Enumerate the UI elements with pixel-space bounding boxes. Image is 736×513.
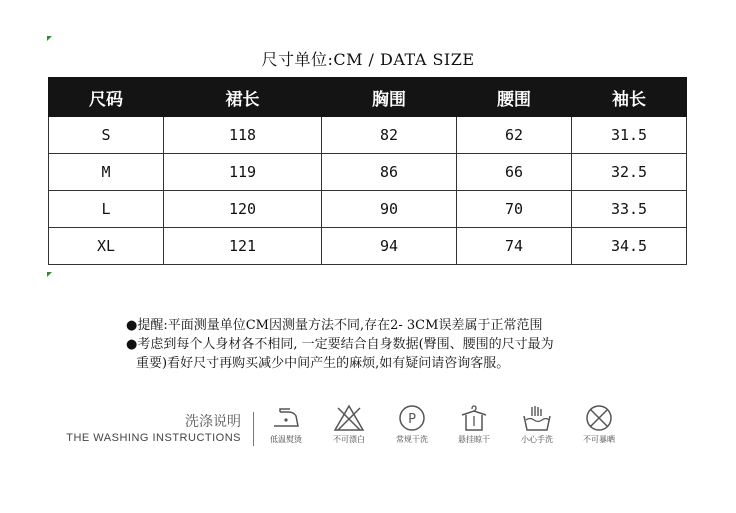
note-line: 重要)看好尺寸再购买减少中间产生的麻烦,如有疑问请咨询客服。 — [136, 356, 510, 371]
table-cell: 82 — [322, 117, 457, 154]
table-cell: S — [49, 117, 164, 154]
table-cell: 62 — [457, 117, 572, 154]
table-cell: 74 — [457, 228, 572, 265]
size-table-title: 尺寸单位:CM / DATA SIZE — [261, 50, 475, 69]
table-row — [49, 228, 687, 265]
table-cell: 70 — [457, 191, 572, 228]
size-notes — [126, 316, 554, 373]
corner-mark-icon — [47, 36, 52, 41]
note-line: ●考虑到每个人身材各不相同, 一定要结合自身数据(臀围、腰围的尺寸最为 — [126, 337, 554, 352]
care-label: 常规干洗 — [396, 435, 428, 444]
table-row — [49, 154, 687, 191]
hang-dry-icon — [458, 404, 490, 432]
size-table — [48, 77, 687, 265]
table-cell: XL — [49, 228, 164, 265]
table-cell: 119 — [164, 154, 322, 191]
size-table-header-row — [49, 78, 687, 117]
note-line: ●提醒:平面测量单位CM因测量方法不同,存在2- 3CM误差属于正常范围 — [126, 318, 543, 333]
care-item — [512, 404, 562, 445]
hand-wash-icon — [521, 404, 553, 432]
care-label: 低温熨烫 — [270, 435, 302, 444]
header-skirt-length: 裙长 — [164, 78, 322, 117]
table-row — [49, 191, 687, 228]
no-tumble-dry-icon — [583, 404, 615, 432]
washing-divider — [253, 412, 254, 446]
corner-mark-icon — [47, 272, 52, 277]
table-cell: 32.5 — [572, 154, 687, 191]
table-cell: L — [49, 191, 164, 228]
washing-title-cn: 洗涤说明 — [185, 414, 241, 430]
table-cell: 31.5 — [572, 117, 687, 154]
header-bust: 胸围 — [322, 78, 457, 117]
table-cell: 90 — [322, 191, 457, 228]
care-label: 不可暴晒 — [583, 435, 615, 444]
table-cell: 86 — [322, 154, 457, 191]
table-row — [49, 117, 687, 154]
header-size: 尺码 — [49, 78, 164, 117]
care-item — [261, 404, 311, 445]
no-bleach-icon — [333, 404, 365, 432]
care-label: 悬挂晾干 — [458, 435, 490, 444]
table-cell: 118 — [164, 117, 322, 154]
table-cell: 34.5 — [572, 228, 687, 265]
table-cell: 33.5 — [572, 191, 687, 228]
header-waist: 腰围 — [457, 78, 572, 117]
table-cell: M — [49, 154, 164, 191]
table-cell: 121 — [164, 228, 322, 265]
table-cell: 94 — [322, 228, 457, 265]
low-temp-iron-icon — [270, 404, 302, 432]
table-cell: 66 — [457, 154, 572, 191]
care-item — [574, 404, 624, 445]
dry-clean-icon — [396, 404, 428, 432]
care-item — [324, 404, 374, 445]
header-sleeve-length: 袖长 — [572, 78, 687, 117]
care-item — [449, 404, 499, 445]
washing-title-en: THE WASHING INSTRUCTIONS — [66, 432, 241, 444]
table-cell: 120 — [164, 191, 322, 228]
care-item — [387, 404, 437, 445]
svg-text:P: P — [408, 412, 416, 427]
care-label: 不可漂白 — [333, 435, 365, 444]
care-label: 小心手洗 — [521, 435, 553, 444]
